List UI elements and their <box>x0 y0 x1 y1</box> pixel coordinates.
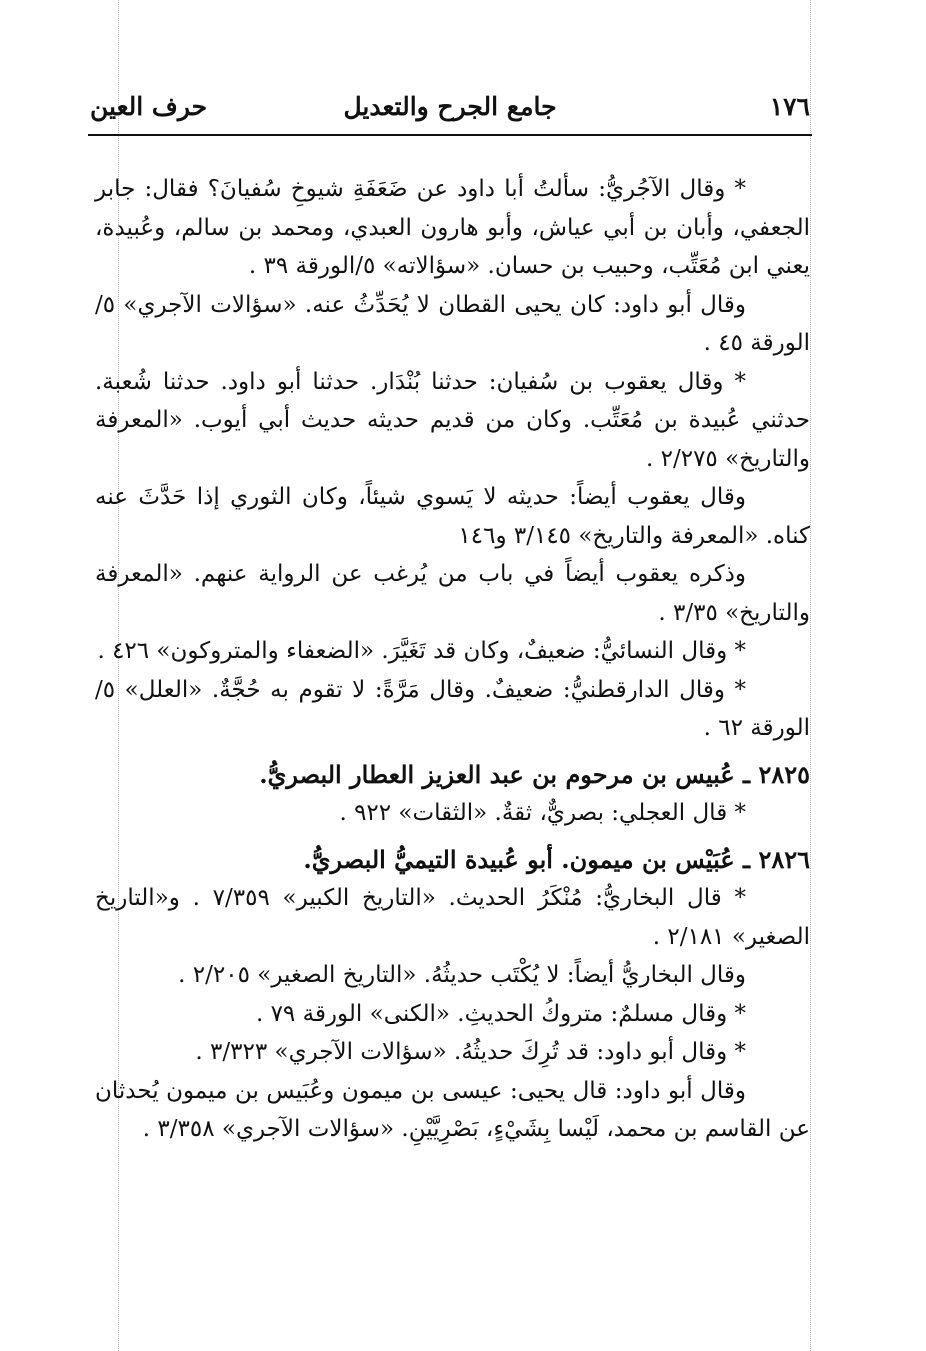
scan-guide-line <box>810 0 811 1351</box>
paragraph: * وقال مسلمٌ: متروكُ الحديثِ. «الكنى» الورقة ٧٩ . <box>255 1000 746 1027</box>
header-rule <box>88 134 812 136</box>
book-title: جامع الجرح والتعديل <box>343 92 557 121</box>
paragraph: وقال يعقوب أيضاً: حديثه لا يَسوي شيئاً، وكان الثوري إذا حَدَّثَ عنه كناه. «المعرفة والتاريخ» ٣/١٤٥ و١٤٦ <box>95 484 810 549</box>
paragraph: وقال أبو داود: قال يحيى: عيسى بن ميمون وعُبَيس بن ميمون يُحدثان عن القاسم بن محمد، لَيْسا بِشَيْءٍ، بَصْرِيَّيْنِ. «سؤالات الآجري» ٣/٣٥٨ . <box>95 1077 810 1142</box>
page-body <box>95 170 810 1149</box>
page-number: ١٧٦ <box>769 92 810 121</box>
section-title: حرف العين <box>90 92 208 121</box>
entry-heading: ٢٨٢٦ ـ عُبَيْس بن ميمون. أبو عُبيدة التيميُّ البصريُّ. <box>303 844 810 874</box>
paragraph: * قال البخاريُّ: مُنْكَرُ الحديث. «التاريخ الكبير» ٧/٣٥٩ . و«التاريخ الصغير» ٢/١٨١ . <box>95 885 810 950</box>
spacer <box>95 748 810 754</box>
spacer <box>95 833 810 839</box>
page-header <box>90 88 810 130</box>
entry-heading: ٢٨٢٥ ـ عُبيس بن مرحوم بن عبد العزيز العطار البصريُّ. <box>259 759 810 789</box>
paragraph: * وقال الدارقطنيُّ: ضعيفٌ. وقال مَرَّةً: لا تقوم به حُجَّةٌ. «العلل» ٥/الورقة ٦٢ . <box>95 676 810 741</box>
paragraph: وذكره يعقوب أيضاً في باب من يُرغب عن الرواية عنهم. «المعرفة والتاريخ» ٣/٣٥ . <box>95 561 810 626</box>
paragraph: * وقال النسائيُّ: ضعيفٌ، وكان قد تَغَيَّرَ. «الضعفاء والمتروكون» ٤٢٦ . <box>97 638 746 664</box>
paragraph: * وقال الآجُريُّ: سألتُ أبا داود عن ضَعَفَةِ شيوخِ سُفيانَ؟ فقال: جابر الجعفي، وأبان بن أبي عياش، وأبو هارون العبدي، ومحمد بن سالم، وعُبيدة، يعني ابن مُعَتِّب، وحبيب بن حسان. «سؤالاته» ٥/الورقة ٣٩ . <box>95 176 810 279</box>
paragraph: * قال العجلي: بصريٌّ، ثقةٌ. «الثقات» ٩٢٢ . <box>339 800 746 826</box>
paragraph: * وقال يعقوب بن سُفيان: حدثنا بُنْدَار. حدثنا أبو داود. حدثنا شُعبة. حدثني عُبيدة بن مُعَتِّب. وكان من قديم حديثه حديث أبي أيوب. «المعرفة والتاريخ» ٢/٢٧٥ . <box>95 368 810 472</box>
paragraph: وقال البخاريُّ أيضاً: لا يُكْتَب حديثُهُ. «التاريخ الصغير» ٢/٢٠٥ . <box>178 962 746 988</box>
paragraph: * وقال أبو داود: قد تُرِكَ حديثُهُ. «سؤالات الآجري» ٣/٣٢٣ . <box>195 1039 746 1065</box>
paragraph: وقال أبو داود: كان يحيى القطان لا يُحَدِّثُ عنه. «سؤالات الآجري» ٥/الورقة ٤٥ . <box>95 291 810 356</box>
